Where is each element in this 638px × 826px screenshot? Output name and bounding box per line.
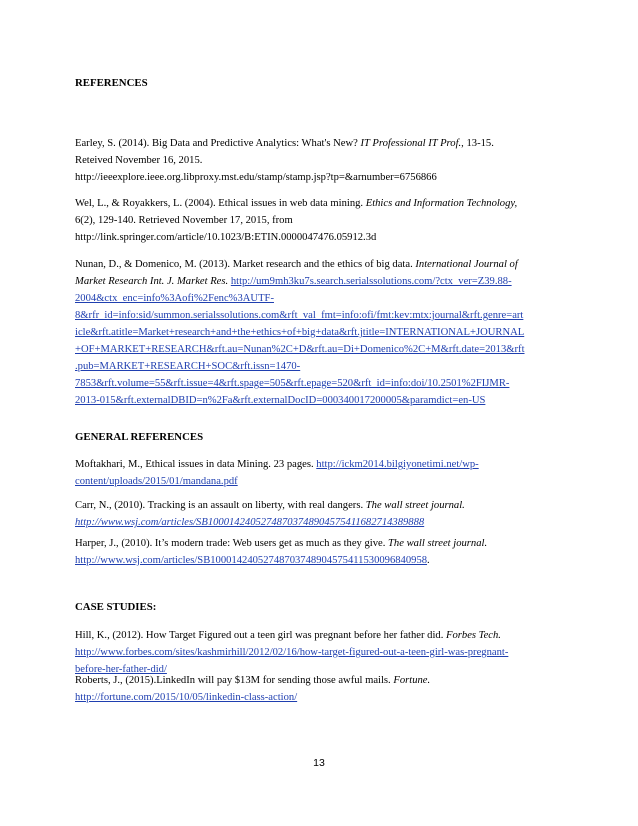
reference-line bbox=[75, 552, 565, 569]
reference-harper bbox=[75, 535, 565, 569]
reference-link[interactable]: 2004&ctx_enc=info%3Aofi%2Fenc%3AUTF- bbox=[75, 293, 274, 304]
reference-line: 6(2), 129-140. Retrieved November 17, 2015, from bbox=[75, 215, 293, 226]
reference-text: Harper, J., (2010). It’s modern trade: Web users get as much as they give. bbox=[75, 538, 389, 549]
reference-text: Earley, S. (2014). Big Data and Predictive Analytics: What's New? bbox=[75, 138, 361, 149]
reference-link[interactable]: +OF+MARKET+RESEARCH&rft.au=Nunan%2C+D&rft.au=Di+Domenico%2C+M&rft.date=2013&rft bbox=[75, 344, 525, 355]
journal-title: The wall street journal. bbox=[365, 500, 465, 511]
reference-line bbox=[75, 672, 565, 689]
reference-line bbox=[75, 627, 565, 644]
reference-text: Nunan, D., & Domenico, M. (2013). Market research and the ethics of big data. bbox=[75, 259, 416, 270]
reference-text: Wel, L., & Royakkers, L. (2004). Ethical issues in web data mining. bbox=[75, 198, 366, 209]
reference-line bbox=[75, 273, 565, 290]
reference-carr bbox=[75, 497, 565, 531]
reference-line bbox=[75, 195, 565, 212]
reference-roberts bbox=[75, 672, 565, 706]
reference-link[interactable]: http://ickm2014.bilgiyonetimi.net/wp- bbox=[316, 459, 479, 470]
journal-title: IT Professional IT Prof., bbox=[360, 138, 464, 149]
journal-title: The wall street journal. bbox=[388, 538, 488, 549]
reference-url: http://ieeexplore.ieee.org.libproxy.mst.edu/stamp/stamp.jsp?tp=&arnumber=6756866 bbox=[75, 172, 437, 183]
journal-title: Forbes Tech. bbox=[446, 630, 501, 641]
reference-text: Moftakhari, M., Ethical issues in data Mining. 23 pages. bbox=[75, 459, 317, 470]
journal-title: Ethics and Information Technology, bbox=[365, 198, 518, 209]
reference-line bbox=[75, 497, 565, 514]
reference-moftakhari bbox=[75, 456, 565, 490]
reference-earley bbox=[75, 135, 565, 186]
reference-line bbox=[75, 256, 565, 273]
reference-link[interactable]: .pub=MARKET+RESEARCH+SOC&rft.issn=1470- bbox=[75, 361, 301, 372]
reference-nunan bbox=[75, 256, 565, 409]
reference-line bbox=[75, 535, 565, 552]
reference-text: 13-15. bbox=[463, 138, 494, 149]
reference-hill bbox=[75, 627, 565, 678]
reference-link[interactable]: http://www.forbes.com/sites/kashmirhill/2012/02/16/how-target-figured-out-a-teen-girl-was-pregnant- bbox=[75, 647, 509, 658]
reference-link[interactable]: http://fortune.com/2015/10/05/linkedin-class-action/ bbox=[75, 692, 298, 703]
reference-link[interactable]: 2013-015&rft.externalDBID=n%2Fa&rft.externalDocID=000340017200005&paramdict=en-US bbox=[75, 395, 486, 406]
reference-link[interactable]: 8&rfr_id=info:sid/summon.serialssolutions.com&rft_val_fmt=info:ofi/fmt:kev:mtx:journal&rft.genre=art bbox=[75, 310, 524, 321]
reference-link[interactable]: http://www.wsj.com/articles/SB10001424052748703748904575411682714389888 bbox=[75, 517, 425, 528]
reference-link[interactable]: http://um9mh3ku7s.search.serialssolutions.com/?ctx_ver=Z39.88- bbox=[230, 276, 512, 287]
reference-text: Roberts, J., (2015).LinkedIn will pay $13M for sending those awful mails. bbox=[75, 675, 394, 686]
reference-url: http://link.springer.com/article/10.1023/B:ETIN.0000047476.05912.3d bbox=[75, 232, 377, 243]
general-references-heading: GENERAL REFERENCES bbox=[75, 431, 204, 443]
references-heading: REFERENCES bbox=[75, 77, 148, 89]
reference-link[interactable]: icle&rft.atitle=Market+research+and+the+ethics+of+big+data&rft.jtitle=INTERNATIONAL+JOURNAL bbox=[75, 327, 525, 338]
reference-link[interactable]: before-her-father-did/ bbox=[75, 664, 167, 675]
reference-wel bbox=[75, 195, 565, 246]
reference-link[interactable]: content/uploads/2015/01/mandana.pdf bbox=[75, 476, 238, 487]
reference-text: Carr, N., (2010). Tracking is an assault on liberty, with real dangers. bbox=[75, 500, 366, 511]
reference-text: . bbox=[427, 555, 430, 566]
reference-link[interactable]: http://www.wsj.com/articles/SB10001424052748703748904575411530096840958 bbox=[75, 555, 428, 566]
reference-link[interactable]: 7853&rft.volume=55&rft.issue=4&rft.spage=505&rft.epage=520&rft_id=info:doi/10.2501%2FIJMR- bbox=[75, 378, 510, 389]
journal-title: Market Research Int. J. Market Res. bbox=[75, 276, 229, 287]
reference-text: Hill, K., (2012). How Target Figured out a teen girl was pregnant before her father did. bbox=[75, 630, 447, 641]
journal-title: International Journal of bbox=[415, 259, 518, 270]
reference-line: Reteived November 16, 2015. bbox=[75, 155, 203, 166]
page-number: 13 bbox=[313, 757, 325, 769]
case-studies-heading: CASE STUDIES: bbox=[75, 601, 157, 613]
reference-line bbox=[75, 456, 565, 473]
journal-title: Fortune. bbox=[393, 675, 431, 686]
reference-line bbox=[75, 135, 565, 152]
